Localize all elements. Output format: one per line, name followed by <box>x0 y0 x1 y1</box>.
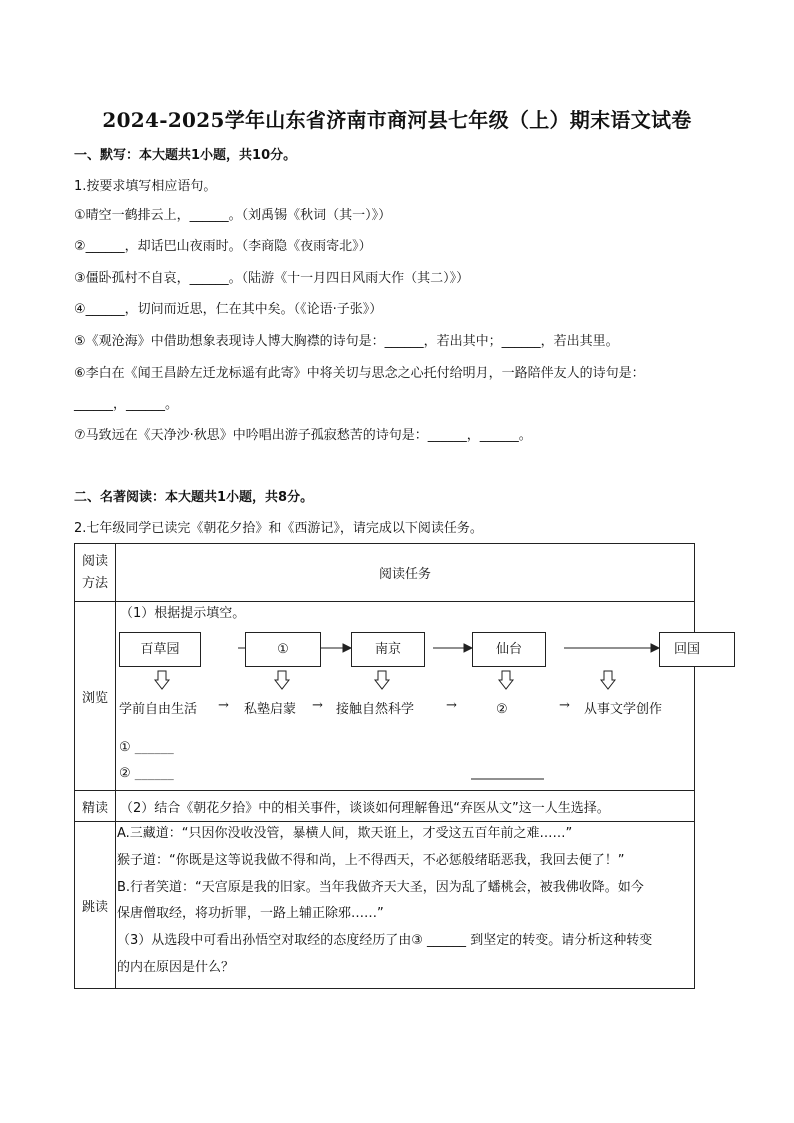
step-preschool: 学前自由生活 <box>119 702 198 717</box>
excerpt-a-line2: 猴子道：“你既是这等说我做不得和尚，上不得西天，不必惩般绪聒恶我，我回去便了！” <box>117 853 625 868</box>
intensive-task: （2）结合《朝花夕拾》中的相关事件，谈谈如何理解鲁迅“弃医从文”这一人生选择。 <box>116 791 695 822</box>
step-arrow: → <box>559 698 570 713</box>
down-arrow-icon <box>274 670 290 694</box>
step-arrow: → <box>218 698 229 713</box>
step-science: 接触自然科学 <box>336 702 415 717</box>
down-arrow-icon <box>498 670 514 694</box>
header-task: 阅读任务 <box>116 544 695 602</box>
step-sishu: 私塾启蒙 <box>244 702 297 717</box>
excerpt-b-line2: 保唐僧取经，将功折罪，一路上辅正除邪……” <box>117 906 384 921</box>
step-arrow: → <box>446 698 457 713</box>
header-method: 阅读方法 <box>75 544 116 602</box>
place-nanjing: 南京 <box>351 632 425 667</box>
section2-heading: 二、名著阅读：本大题共1小题，共8分。 <box>74 490 314 505</box>
down-arrow-icon <box>600 670 616 694</box>
browse-prompt: （1）根据提示填空。 <box>120 606 246 621</box>
step-literature: 从事文学创作 <box>584 702 663 717</box>
reading-task-table <box>74 543 701 989</box>
q1-item-1: ①晴空一鹤排云上，______。（刘禹锡《秋词（其一）》） <box>74 208 392 223</box>
place-baicaoyuan: 百草园 <box>119 632 201 667</box>
flow-arrows <box>116 602 696 790</box>
method-skim: 跳读 <box>75 822 116 989</box>
question2: 2.七年级同学已读完《朝花夕拾》和《西游记》，请完成以下阅读任务。 <box>74 521 483 536</box>
question3-line1: （3）从选段中可看出孙悟空对取经的态度经历了由③ ______ 到坚定的转变。请分析这种转变 <box>117 933 653 948</box>
q1-item-6-cont: ______，______。 <box>74 397 179 412</box>
q1-item-3: ③僵卧孤村不自哀，______。（陆游《十一月四日风雨大作（其二）》） <box>74 271 470 286</box>
q1-item-4: ④______，切问而近思，仁在其中矣。（《论语·子张》） <box>74 302 383 317</box>
answer-blank-1: ① ______ <box>119 740 174 755</box>
method-intensive: 精读 <box>75 791 116 822</box>
place-huiguo: 回国 <box>659 632 735 667</box>
excerpt-a-line1: A.三藏道：“只因你没收没管，暴横人间，欺天诳上，才受这五百年前之难……” <box>117 826 573 841</box>
section1-heading: 一、默写：本大题共1小题，共10分。 <box>74 148 297 163</box>
browse-task-cell <box>116 602 701 791</box>
q1-item-6: ⑥李白在《闻王昌龄左迁龙标遥有此寄》中将关切与思念之心托付给明月，一路陪伴友人的诗句是： <box>74 366 645 381</box>
answer-blank-2: ② ______ <box>119 766 174 781</box>
place-blank-1: ① <box>245 632 321 667</box>
down-arrow-icon <box>374 670 390 694</box>
q1-item-2: ②______，却话巴山夜雨时。（李商隐《夜雨寄北》） <box>74 239 372 254</box>
method-browse: 浏览 <box>75 602 116 791</box>
question1: 1.按要求填写相应语句。 <box>74 179 217 194</box>
place-xiantai: 仙台 <box>472 632 546 667</box>
skim-task-cell <box>116 822 695 989</box>
question3-line2: 的内在原因是什么？ <box>117 960 235 975</box>
q1-item-7: ⑦马致远在《天净沙·秋思》中吟唱出游子孤寂愁苦的诗句是：______，______。 <box>74 428 532 443</box>
page-title: 2024-2025学年山东省济南市商河县七年级（上）期末语文试卷 <box>102 108 692 132</box>
q1-item-5: ⑤《观沧海》中借助想象表现诗人博大胸襟的诗句是：______，若出其中；______，若出其里。 <box>74 334 619 349</box>
step-arrow: → <box>312 698 323 713</box>
excerpt-b-line1: B.行者笑道：“天宫原是我的旧家。当年我做齐天大圣，因为乱了蟠桃会，被我佛收降。如今 <box>117 880 644 895</box>
step-blank-2: ② <box>496 702 508 717</box>
down-arrow-icon <box>154 670 170 694</box>
